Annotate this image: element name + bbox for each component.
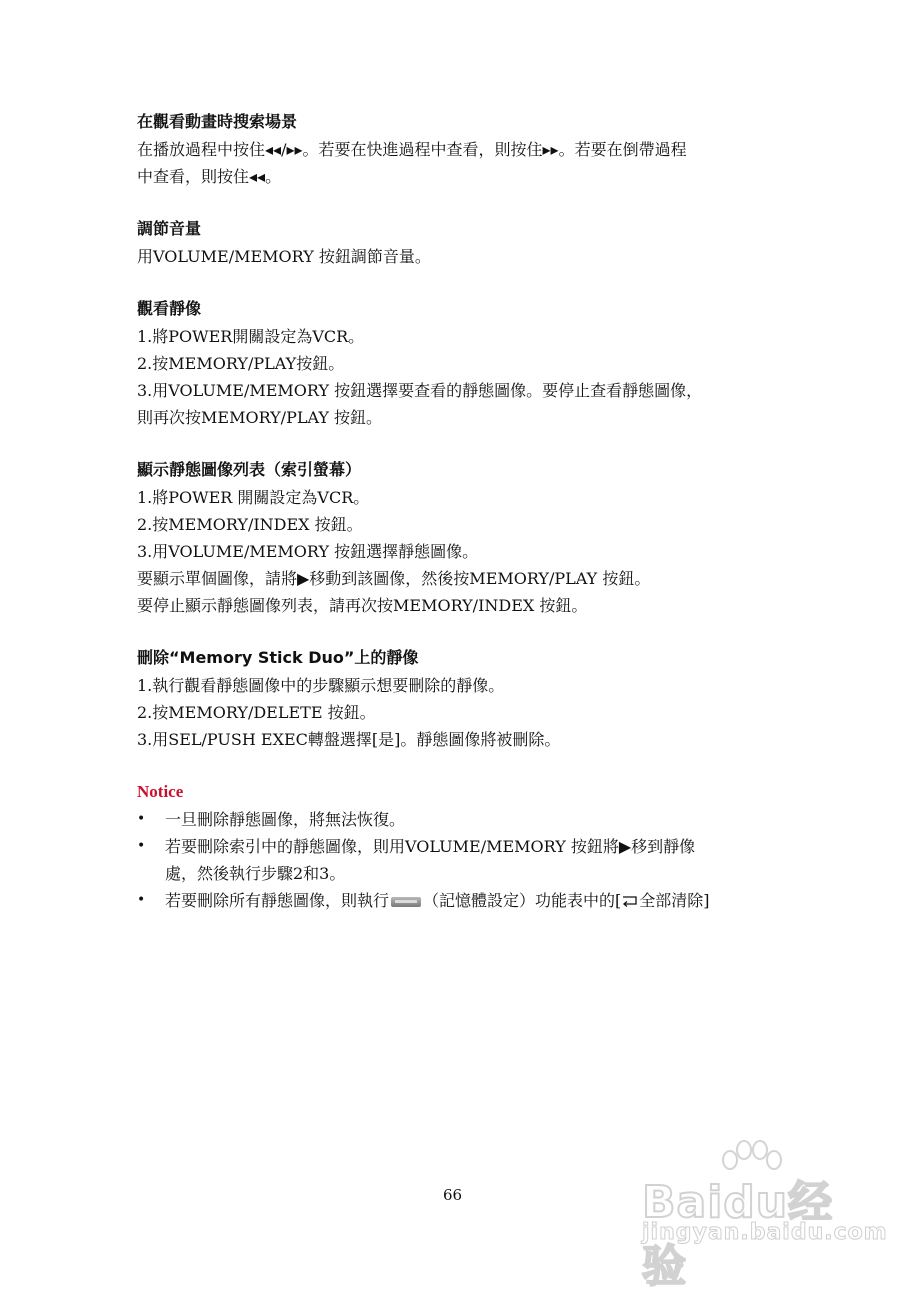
section-heading: 觀看靜像 (137, 299, 202, 318)
section-volume (137, 215, 797, 270)
body-line: 2.按MEMORY/INDEX 按鈕。 (137, 515, 363, 534)
body-line: 1.將POWER開關設定為VCR。 (137, 327, 365, 346)
notice-text: 若要刪除所有靜態圖像，則執行 (165, 891, 390, 910)
section-search-scene (137, 108, 797, 190)
body-line: 則再次按MEMORY/PLAY 按鈕。 (137, 408, 383, 427)
notice-item (137, 833, 797, 887)
body-line: 3.用VOLUME/MEMORY 按鈕選擇要查看的靜態圖像。要停止查看靜態圖像， (137, 381, 703, 400)
section-heading: 顯示靜態圖像列表（索引螢幕） (137, 460, 362, 479)
body-line: 1.執行觀看靜態圖像中的步驟顯示想要刪除的靜像。 (137, 676, 505, 695)
notice-text: 全部清除] (639, 891, 710, 910)
notice-item (137, 806, 797, 833)
bullet-icon: • (137, 892, 146, 908)
body-line: 1.將POWER 開關設定為VCR。 (137, 488, 370, 507)
body-line: 3.用SEL/PUSH EXEC轉盤選擇[是]。靜態圖像將被刪除。 (137, 730, 561, 749)
notice-text: 一旦刪除靜態圖像，將無法恢復。 (165, 810, 406, 829)
notice-text: （記憶體設定）功能表中的[ (423, 891, 622, 910)
bullet-icon: • (137, 838, 146, 854)
watermark-url: jingyan.baidu.com (642, 1220, 888, 1245)
body-line: 要停止顯示靜態圖像列表，請再次按MEMORY/INDEX 按鈕。 (137, 596, 588, 615)
page-number: 66 (442, 1186, 463, 1204)
notice-text: 處，然後執行步驟2和3。 (165, 864, 346, 883)
section-heading: 調節音量 (137, 219, 202, 238)
notice-text: 若要刪除索引中的靜態圖像，則用VOLUME/MEMORY 按鈕將▶移到靜像 (165, 837, 696, 856)
baidu-watermark (636, 1140, 888, 1292)
section-heading: 在觀看動畫時搜索場景 (137, 112, 298, 131)
section-heading: 刪除“Memory Stick Duo”上的靜像 (137, 648, 419, 667)
notice-item (137, 887, 797, 914)
body-line: 中查看，則按住◂◂。 (137, 167, 282, 186)
bullet-icon: • (137, 811, 146, 827)
body-line: 用VOLUME/MEMORY 按鈕調節音量。 (137, 247, 431, 266)
body-line: 3.用VOLUME/MEMORY 按鈕選擇靜態圖像。 (137, 542, 479, 561)
notice-list (137, 806, 797, 914)
notice-section (137, 778, 797, 914)
body-line: 2.按MEMORY/DELETE 按鈕。 (137, 703, 376, 722)
section-delete-still (137, 644, 797, 753)
body-line: 要顯示單個圖像，請將▶移動到該圖像，然後按MEMORY/PLAY 按鈕。 (137, 569, 651, 588)
memory-setting-icon (391, 897, 421, 907)
body-line: 在播放過程中按住◂◂/▸▸。若要在快進過程中查看，則按住▸▸。若要在倒帶過程 (137, 140, 687, 159)
return-icon (621, 895, 639, 907)
section-index-screen (137, 456, 797, 619)
notice-title: Notice (137, 782, 184, 801)
body-line: 2.按MEMORY/PLAY按鈕。 (137, 354, 345, 373)
section-view-still (137, 295, 797, 431)
document-page (137, 108, 797, 939)
watermark-logo: Baidu经验 (642, 1177, 834, 1292)
